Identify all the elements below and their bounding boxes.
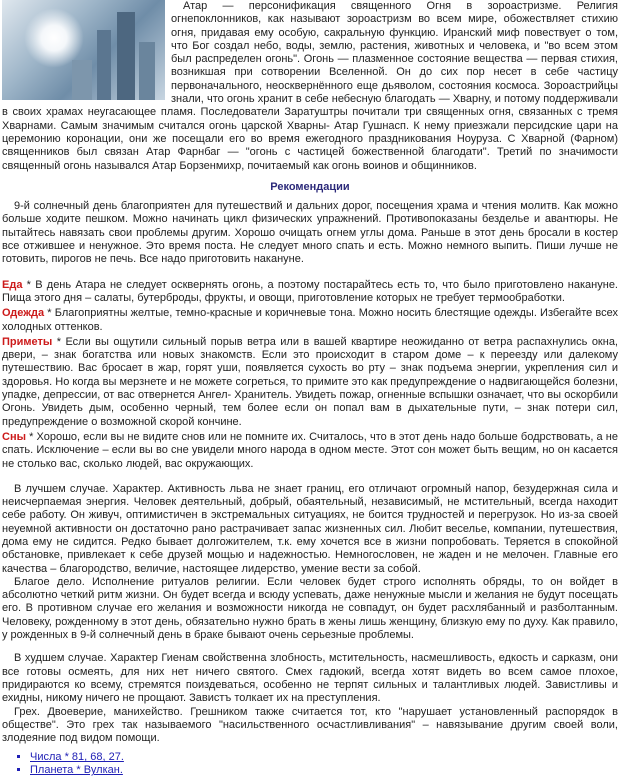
omens-item bbox=[2, 336, 618, 429]
omens-text: * Если вы ощутили сильный порыв ветра или в вашей квартире неожиданно от ветра распахнулись окна, двери, – знак богатства или новых знакомств. Если это происходит в старом доме – к переезду или далекому путешествию. Вас бросает в жар, горят уши, появляется сухость во рту – знак подъема энергии, укрепления сил и здоровья. Но когда вы мерзнете и не можете согреться, то примите это как предупреждение о надвигающейся болезни, упадке, депрессии, от вас отвернется Ангел- Хранитель. Увидеть пожар, огненные вспышки означает, что вы оскорбили Огонь. Увидеть дым, особенно черный, тем более если он попал вам в дыхательные пути, – знак потери сил, предупреждение о возможной скорой кончине. bbox=[2, 335, 618, 428]
clothing-item bbox=[2, 307, 618, 334]
dreams-label: Сны bbox=[2, 430, 26, 443]
character-worst: В худшем случае. Характер Гиенам свойственна злобность, мстительность, насмешливость, едкость и сарказм, они все готовы осмеять, для них нет ничего святого. Смех гадюкий, всегда хотят видеть во всем самое плохое, придираются ко всему, стремятся поиздеваться, особенно не терпят сильных и талантливых людей. Завистливы и ехидны, никому ничего не прощают. Завистъ толкает их на преступления. bbox=[2, 652, 618, 705]
spacer bbox=[2, 642, 618, 652]
spacer bbox=[2, 473, 618, 483]
list-item bbox=[30, 764, 618, 777]
intro-text: Атар — персонификация священного Огня в зороастризме. Религия огнепоклонников, как называют зороастризм во всем мире, обожествляет стихию огня, придавая ему особую, сакральную функцию. Иранский миф повествует о том, что Бог создал небо, воды, землю, растения, животных и человека, и "во всем этом был распределен огонь". Огонь — плазменное состояние вещества — первая стихия, возникшая при сотворении Вселенной. Он до сих пор несет в себе частицу первоначального, неосквернённого еще дьяволом, состояния космоса. Зороастрийцы знали, что огонь хранит в себе небесную благодать — Хварну, и потому поддерживали в своих храмах неугасающее пламя. Последователи Заратуштры почитали три священных огня, связанных с тремя Хварнами. Самым значимым считался огонь царской Хварны- Атар Гушнасп. К нему приезжали персидские цари на церемонию коронации, они же посещали его во время ежегодного праздникования Ноуруза. С Хварной (Фарном) священников был связан Атар Фарнбаг — "огонь с частицей божественной благодати". Третий по значимости священный огонь назывался Атар Борзенмихр, почитаемый как огонь воинов и общинников. bbox=[2, 0, 618, 172]
food-item bbox=[2, 279, 618, 306]
numbers-link[interactable]: Числа * 81, 68, 27. bbox=[30, 751, 124, 764]
planet-link[interactable]: Планета * Вулкан. bbox=[30, 764, 123, 777]
clothing-text: * Благоприятны желтые, темно-красные и коричневые тона. Можно носить блестящие одежды. Избегайте всех холодных оттенков. bbox=[2, 307, 618, 333]
header-image bbox=[2, 0, 165, 100]
recommendations-paragraph: 9-й солнечный день благоприятен для путешествий и дальних дорог, посещения храма и чтения молитв. Как можно больше ходите пешком. Можно начинать цикл физических упражнений. Противопоказаны безделье и авантюры. Не пытайтесь навязать свои проблемы другим. Хорошо очищать огнем углы дома. Раньше в этот день бросали в костер все отжившее и ненужное. Это время поста. Не следует много спать и есть. Можно немного выпить. Пиши лучше не готовить, пирогов не печь. Все надо приготовить накануне. bbox=[2, 200, 618, 266]
dreams-item bbox=[2, 431, 618, 471]
character-best: В лучшем случае. Характер. Активность льва не знает границ, его отличают огромный напор, безудержная сила и неисчерпаемая энергия. Человек деятельный, добрый, обаятельный, независимый, не мстительный, всегда находит себе работу. Он живуч, оптимистичен в экстремальных ситуациях, не боится трудностей и перегрузок. Но из-за своей неуемной активности он достаточно рано растрачивает запас жизненных сил. Любит веселье, компании, путешествия, дома ему не сидится. Редко бывает долгожителем, т.к. ему хочется все в жизни попробовать. Теряется в спокойной обстановке, привлекает к себе друзей мощью и надежностью. Немногословен, не жаден и не мелочен. Главные его качества – благородство, величие, настоящее лидерство, умение вести за собой. bbox=[2, 482, 618, 575]
tower-shape bbox=[139, 42, 155, 100]
food-label: Еда bbox=[2, 278, 23, 291]
character-sin: Грех. Двоеверие, манихейство. Грешником также считается тот, кто "нарушает установленный распорядок в обществе". Это грех так называемого "насильственного осчастливливания" – навязывание другим своей воли, злодеяние под видом помощи. bbox=[2, 705, 618, 745]
clothing-label: Одежда bbox=[2, 307, 45, 320]
dreams-text: * Хорошо, если вы не видите снов или не помните их. Считалось, что в этот день надо больше бодрствовать, а не спать. Исключение – если вы во сне увидели много народа в одном месте. Этот сон может быть вещим, но он касается не столько вас, сколько людей, вас окружающих. bbox=[2, 430, 618, 470]
sun-glow bbox=[24, 8, 84, 68]
list-item bbox=[30, 751, 618, 764]
character-deed: Благое дело. Исполнение ритуалов религии. Если человек будет строго исполнять обряды, то он войдет в абсолютно четкий ритм жизни. Он будет всегда и всюду успевать, даже ненужные мысли и желания не будут посещать его. В противном случае его желания и возможности никогда не совпадут, он будет расхлябанный и разболтанным. Человеку, рожденному в этот день, обязательно нужно брать в жены лишь женщину, близкую ему по духу. Как правило, у рожденных в 9-й солнечный день в браке бывают очень серьезные проблемы. bbox=[2, 575, 618, 642]
tower-shape bbox=[117, 12, 135, 100]
section-heading: Рекомендации bbox=[270, 180, 350, 193]
tower-shape bbox=[72, 60, 92, 100]
link-list bbox=[2, 751, 618, 777]
omens-label: Приметы bbox=[2, 335, 53, 348]
food-text: * В день Атара не следует осквернять огонь, а поэтому постарайтесь есть то, что было приготовлено накануне. Пища этого дня – салаты, бутерброды, фрукты, и овощи, приготовление которых не требует термообработки. bbox=[2, 278, 618, 304]
tower-shape bbox=[97, 30, 111, 100]
